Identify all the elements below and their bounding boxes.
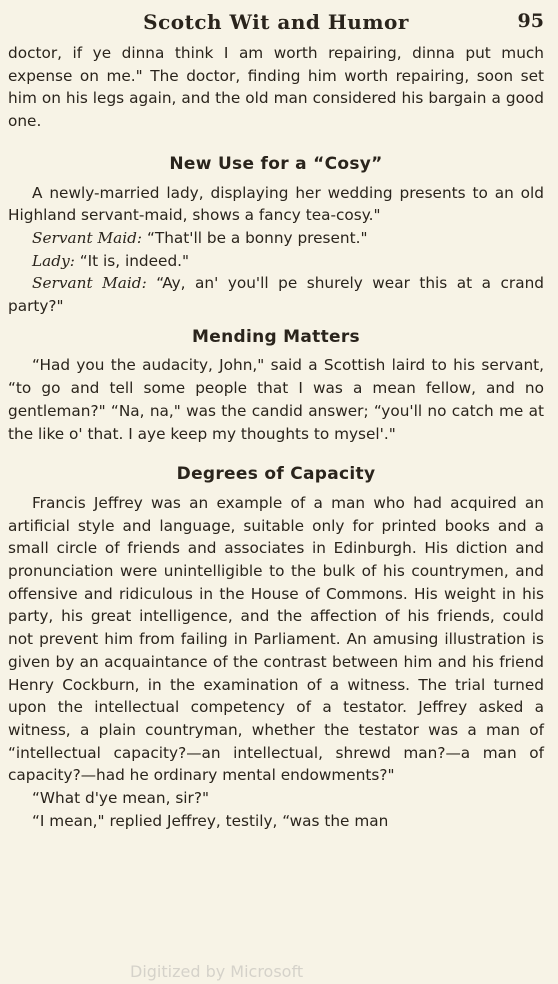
- dialogue-line: [32, 227, 544, 250]
- capacity-paragraph: Francis Jeffrey was an example of a man who had acquired an artificial style and language, suitable only for printed books and a small circle of friends and associates in Edinburgh. His diction and pronunciation were unintelligible to the bulk of his countrymen, and offensive and ridiculous in the House of Commons. His weight in his party, his great intelligence, and the affection of his friends, could not prevent him from failing in Parliament. An amusing illustration is given by an acquaintance of the contrast between him and his friend Henry Cockburn, in the examination of a witness. The trial turned upon the intellectual competency of a testator. Jeffrey asked a witness, a plain countryman, whether the testator was a man of “intellectual capacity?—an intellectual, shrewd man?—a man of capacity?—had he ordinary mental endowments?": [8, 493, 544, 785]
- opening-paragraph: doctor, if ye dinna think I am worth repairing, dinna put much expense on me." The doctor, finding him worth repairing, soon set him on his legs again, and the old man considered his bargain a good one.: [8, 44, 544, 131]
- speaker-label: Servant Maid:: [32, 228, 143, 247]
- dialogue-text: “Ay, an' you'll pe shurely wear this at a crand party?": [8, 274, 544, 316]
- speaker-label: Servant Maid:: [32, 274, 147, 293]
- section-heading-mending: Mending Matters: [192, 326, 360, 347]
- speaker-label: Lady:: [32, 251, 75, 270]
- digitization-watermark: Digitized by Microsoft: [130, 962, 304, 981]
- dialogue-line: [8, 272, 544, 317]
- capacity-dialogue-line: “What d'ye mean, sir?": [32, 789, 209, 808]
- dialogue-line: [32, 250, 544, 273]
- mending-paragraph: “Had you the audacity, John," said a Scottish laird to his servant, “to go and tell some people that I was a mean fellow, and no gentleman?" “Na, na," was the candid answer; “you'll no catch me at the like o' that. I aye keep my thoughts to mysel'.": [8, 356, 544, 443]
- dialogue-text: “That'll be a bonny present.": [146, 228, 368, 247]
- cosy-intro-paragraph: A newly-married lady, displaying her wedding presents to an old Highland servant-maid, shows a fancy tea-cosy.": [8, 183, 544, 225]
- capacity-dialogue-line: “I mean," replied Jeffrey, testily, “was the man: [32, 811, 389, 830]
- section-heading-cosy: New Use for a “Cosy”: [169, 153, 383, 174]
- running-title: Scotch Wit and Humor: [143, 10, 409, 34]
- dialogue-text: “It is, indeed.": [79, 251, 190, 270]
- running-header: [8, 6, 544, 42]
- body-text: [8, 42, 544, 833]
- page-number: 95: [517, 10, 544, 32]
- section-heading-capacity: Degrees of Capacity: [176, 464, 376, 485]
